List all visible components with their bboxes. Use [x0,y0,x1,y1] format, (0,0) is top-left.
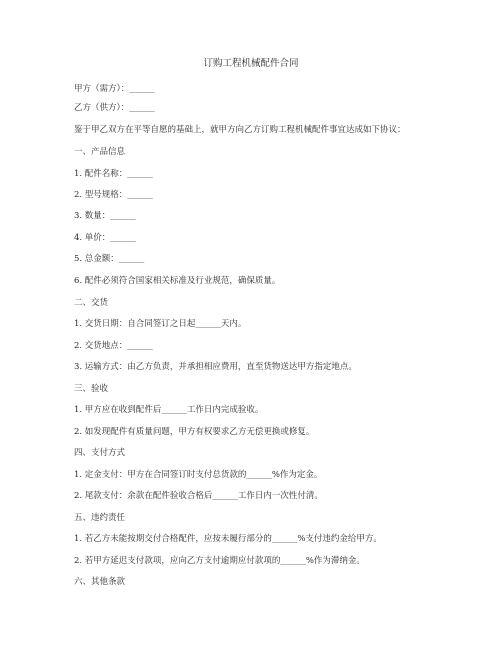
clause-item: 1. 定金支付：甲方在合同签订时支付总货款的______%作为定金。 [74,470,323,480]
clause-item: 5. 总金额：______ [74,254,145,264]
section-heading-other: 六、其他条款 [74,577,126,587]
clause-item: 2. 型号规格：______ [74,190,153,200]
clause-item: 4. 单价：______ [74,233,136,243]
section-heading-acceptance: 三、验收 [74,384,109,394]
party-b-line: 乙方（供方）：______ [74,103,155,113]
clause-item: 1. 甲方应在收到配件后______工作日内完成验收。 [74,405,264,415]
section-heading-product: 一、产品信息 [74,147,126,157]
section-heading-payment: 四、支付方式 [74,448,126,458]
document-title: 订购工程机械配件合同 [203,58,299,69]
clause-item: 2. 如发现配件有质量问题，甲方有权要求乙方无偿更换或修复。 [74,427,315,437]
clause-item: 3. 数量：______ [74,211,136,221]
clause-item: 2. 若甲方延迟支付款项，应向乙方支付逾期应付款项的______%作为滞纳金。 [74,556,365,566]
clause-item: 2. 交货地点：______ [74,341,153,351]
clause-item: 1. 若乙方未能按期交付合格配件，应按未履行部分的______%支付违约金给甲方。 [74,534,382,544]
clause-item: 6. 配件必须符合国家相关标准及行业规范，确保质量。 [74,276,281,286]
section-heading-delivery: 二、交货 [74,298,109,308]
section-heading-liability: 五、违约责任 [74,513,126,523]
clause-item: 1. 配件名称：______ [74,169,153,179]
party-a-line: 甲方（需方）：______ [74,84,155,94]
clause-item: 1. 交货日期：自合同签订之日起______天内。 [74,319,247,329]
preamble-paragraph: 鉴于甲乙双方在平等自愿的基础上，就甲方向乙方订购工程机械配件事宜达成如下协议： [74,125,406,135]
clause-item: 3. 运输方式：由乙方负责，并承担相应费用，直至货物送达甲方指定地点。 [74,362,357,372]
clause-item: 2. 尾款支付：余款在配件验收合格后______工作日内一次性付清。 [74,491,323,501]
